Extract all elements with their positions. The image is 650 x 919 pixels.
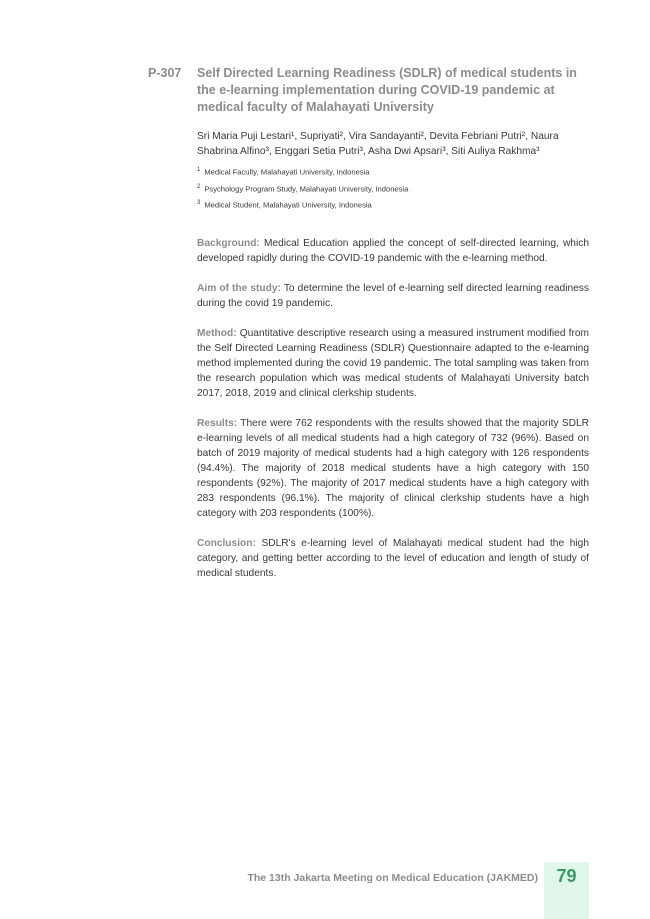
section-label: Aim of the study: <box>197 283 281 294</box>
affiliation-item <box>197 196 589 213</box>
page-number-box <box>544 862 589 919</box>
section-text: To determine the level of e-learning self directed learning readiness during the covid 19 pandemic. <box>197 283 589 309</box>
section-text: Quantitative descriptive research using a measured instrument modified from the Self Directed Learning Readiness (SDLR) Questionnaire adapted to the e-learning method implemented during the covid 19 pandemic. The total sampling was taken from the research population which was medical students of Malahayati University batch 2017, 2018, 2019 and clinical clerkship students. <box>197 328 589 399</box>
abstract-title: Self Directed Learning Readiness (SDLR) of medical students in the e-learning implementation during COVID-19 pandemic at medical faculty of Malahayati University <box>197 66 577 114</box>
page-number: 79 <box>556 866 577 886</box>
section-text: There were 762 respondents with the results showed that the majority SDLR e-learning levels of all medical students had a high category of 732 (96%). Based on batch of 2019 majority of medical students had a high category with 126 respondents (94.4%). The majority of 2018 medical students have a high category with 150 respondents (92%). The majority of 2017 medical students have a high category with 283 respondents (96.1%). The majority of clinical clerkship students have a high category with 203 respondents (100%). <box>197 418 589 519</box>
method-section <box>197 326 589 401</box>
affiliation-text: Medical Student, Malahayati University, Indonesia <box>204 200 372 210</box>
affiliation-item <box>197 163 589 180</box>
affiliation-number: 1 <box>197 167 201 173</box>
affiliation-number: 2 <box>197 183 201 190</box>
affiliation-text: Medical Faculty, Malahayati University, Indonesia <box>204 167 370 177</box>
section-text: SDLR's e-learning level of Malahayati medical student had the high category, and getting better according to the level of education and length of study of medical students. <box>197 538 589 579</box>
abstract-body <box>197 236 589 596</box>
results-section <box>197 416 589 521</box>
section-label: Method: <box>197 328 237 339</box>
aim-section <box>197 281 589 311</box>
affiliation-list <box>197 163 589 213</box>
abstract-code: P-307 <box>148 66 182 80</box>
conclusion-section <box>197 536 589 581</box>
section-label: Results: <box>197 418 238 429</box>
affiliation-number: 3 <box>197 200 201 207</box>
section-label: Conclusion: <box>197 538 256 549</box>
background-section <box>197 236 589 266</box>
affiliation-item <box>197 180 589 197</box>
footer-title: The 13th Jakarta Meeting on Medical Education (JAKMED) <box>247 872 538 884</box>
author-list: Sri Maria Puji Lestari¹, Supriyati², Vira Sandayanti², Devita Febriani Putri², Naura Shabrina Alfino³, Enggari Setia Putri³, Asha Dwi Apsari³, Siti Auliya Rakhma³ <box>197 131 559 157</box>
section-label: Background: <box>197 238 260 249</box>
section-text: Medical Education applied the concept of self-directed learning, which developed rapidly during the COVID-19 pandemic with the e-learning method. <box>197 238 589 264</box>
affiliation-text: Psychology Program Study, Malahayati University, Indonesia <box>204 184 409 194</box>
